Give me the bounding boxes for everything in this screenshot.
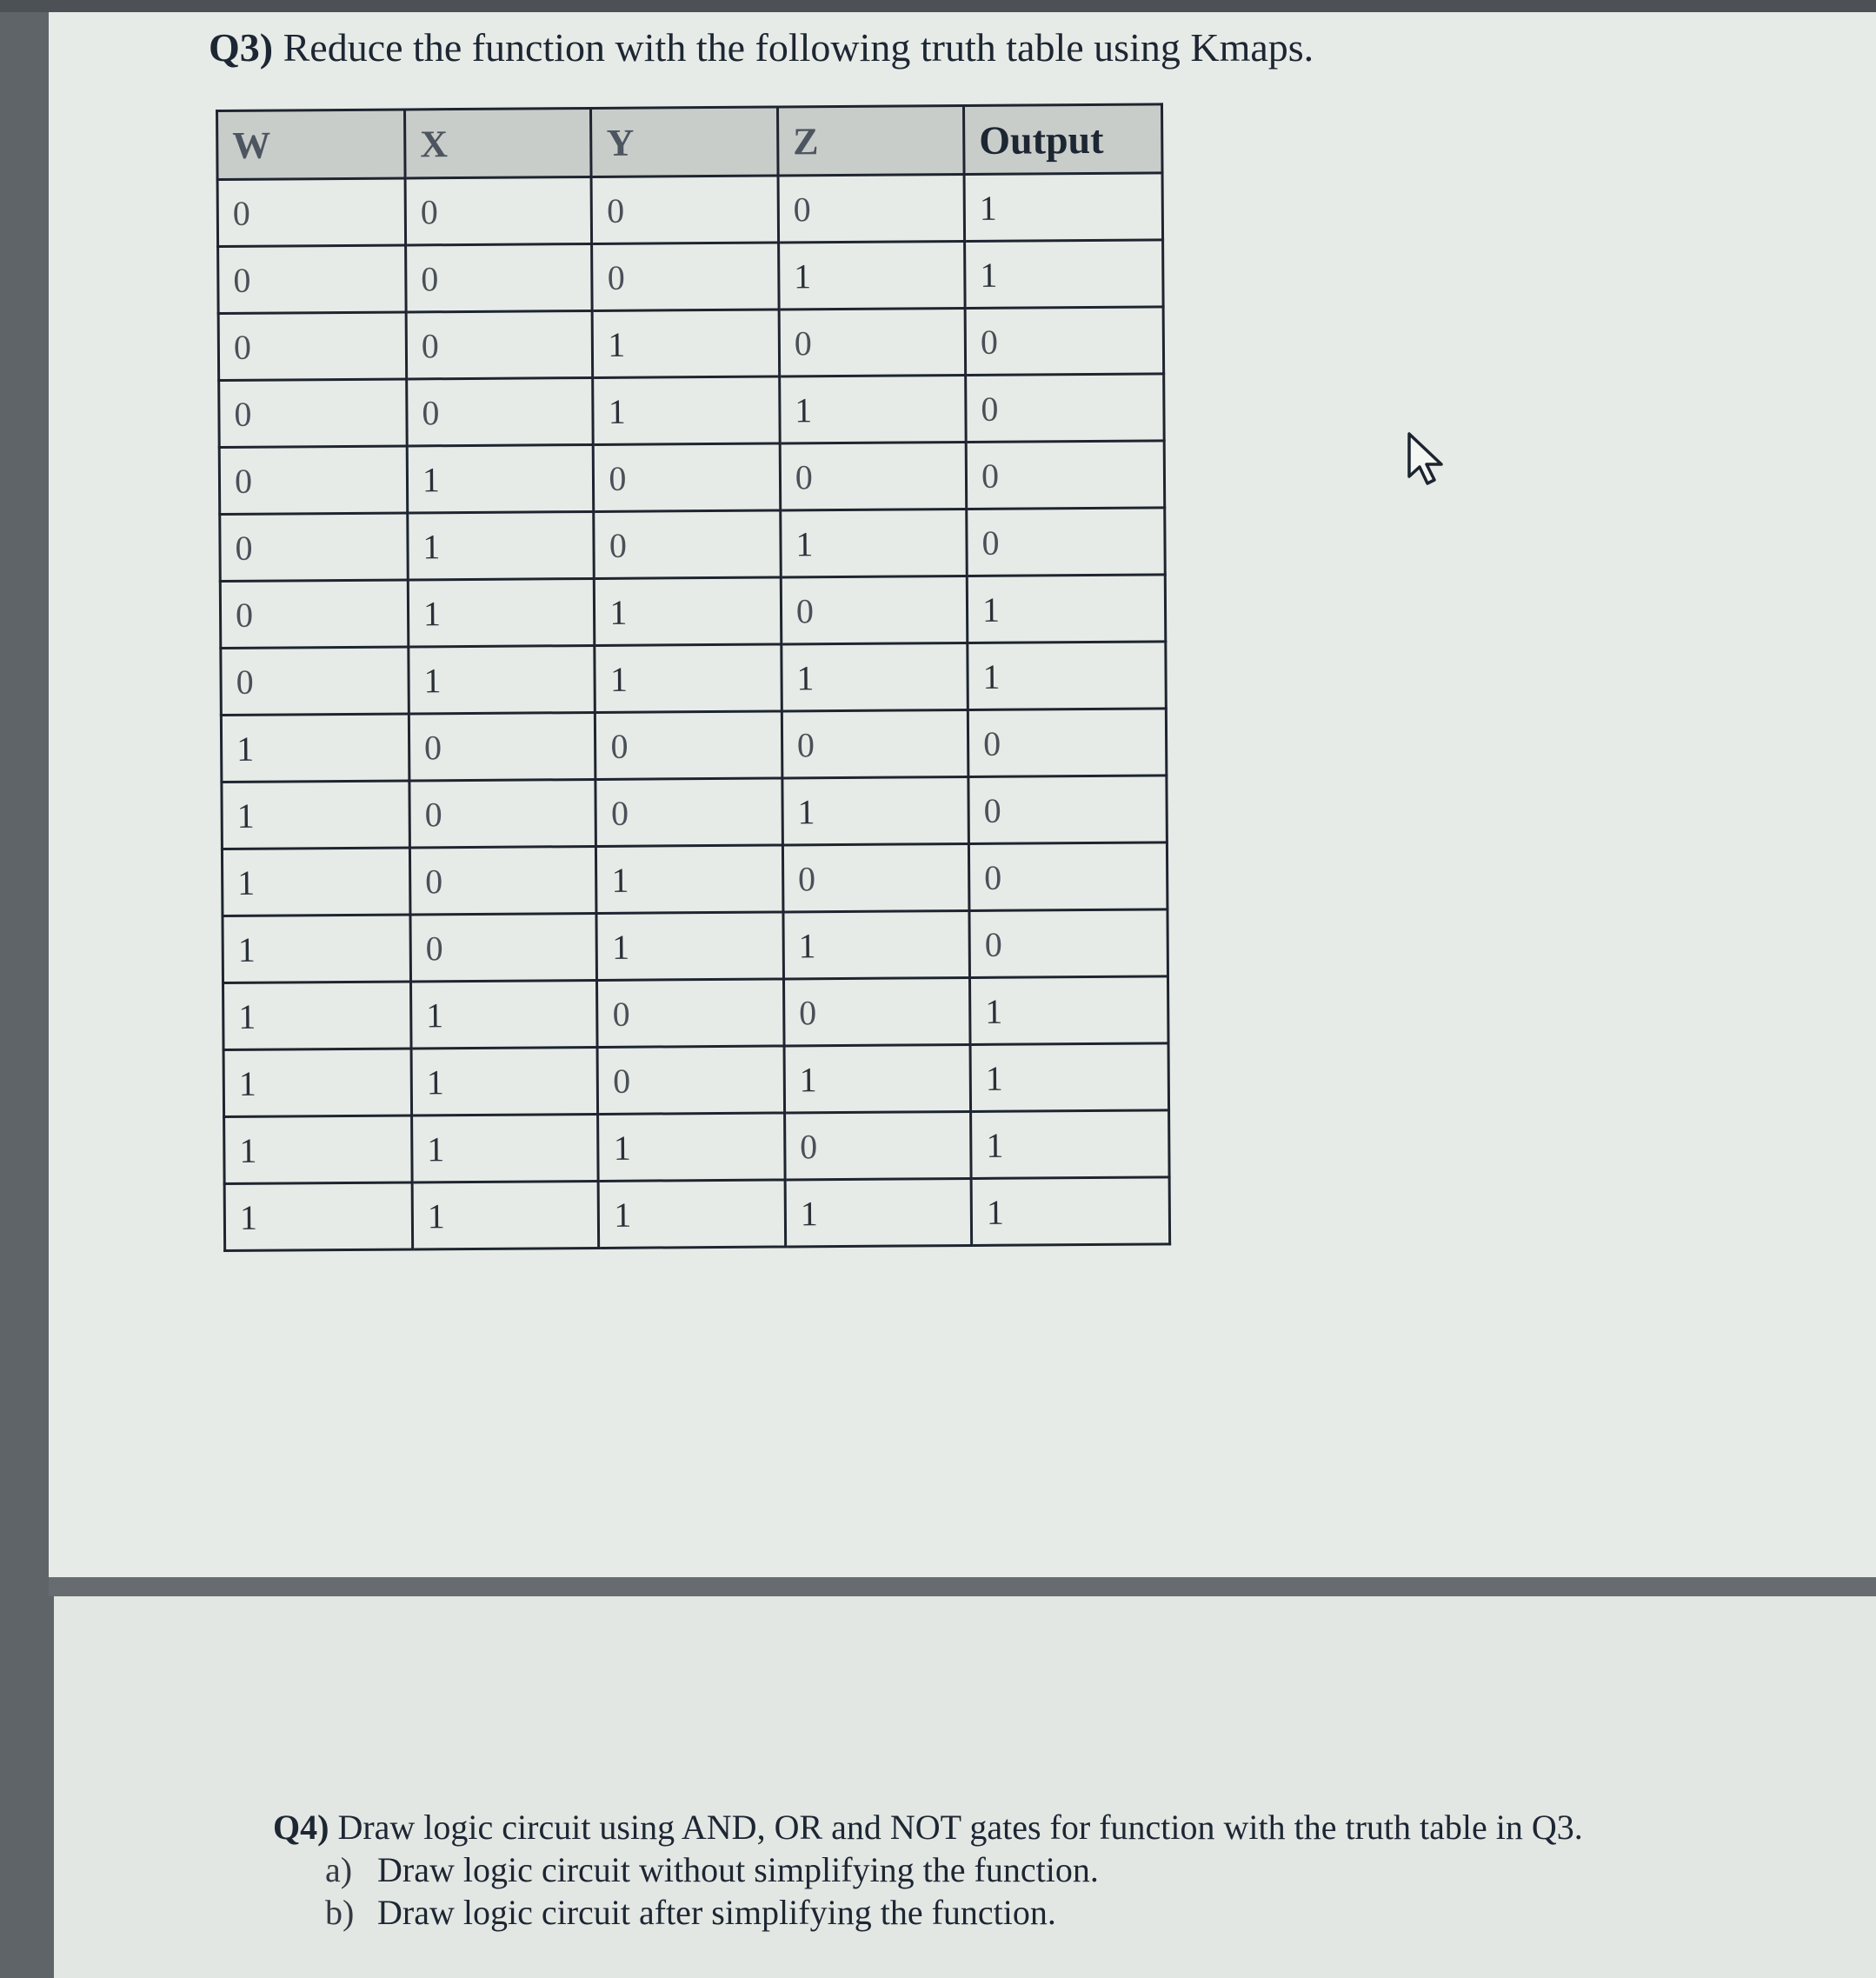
cell-y: 1 <box>596 912 783 980</box>
cell-x: 0 <box>409 779 596 847</box>
cell-x: 0 <box>407 377 594 445</box>
cell-z: 0 <box>781 576 968 643</box>
q4-item-text: Draw logic circuit without simplifying the function. <box>377 1850 1099 1889</box>
cell-y: 1 <box>599 1180 786 1248</box>
header-y: Y <box>591 107 778 176</box>
cell-z: 1 <box>783 910 970 978</box>
cell-w: 1 <box>223 982 411 1050</box>
cell-x: 1 <box>409 645 595 713</box>
cell-z: 0 <box>780 442 967 509</box>
q4-number: Q4) <box>273 1808 329 1847</box>
cell-z: 1 <box>782 776 969 844</box>
cell-z: 1 <box>781 509 968 576</box>
cell-y: 0 <box>594 510 781 578</box>
cell-z: 1 <box>780 375 967 443</box>
cell-y: 1 <box>598 1113 785 1181</box>
cell-output: 0 <box>966 374 1165 443</box>
cell-y: 1 <box>595 577 782 645</box>
cell-output: 1 <box>968 642 1167 710</box>
cell-output: 1 <box>967 575 1166 643</box>
cell-w: 1 <box>222 781 409 849</box>
cell-z: 0 <box>779 308 966 376</box>
cell-x: 0 <box>405 176 592 244</box>
cell-x: 1 <box>412 1181 599 1249</box>
cell-z: 0 <box>783 977 970 1045</box>
cell-w: 0 <box>219 446 407 515</box>
cell-z: 1 <box>784 1044 971 1112</box>
cell-w: 1 <box>223 1049 411 1117</box>
table-row <box>223 909 1168 983</box>
q4-section <box>273 1807 1583 1933</box>
table-row <box>217 173 1163 247</box>
cell-z: 1 <box>785 1178 972 1246</box>
cell-w: 1 <box>223 915 410 983</box>
table-row <box>222 776 1168 849</box>
cell-x: 0 <box>406 310 593 378</box>
table-row <box>224 1110 1170 1184</box>
table-row <box>223 1043 1169 1117</box>
cell-x: 1 <box>407 444 594 512</box>
cell-output: 0 <box>965 307 1164 376</box>
table-row <box>223 976 1169 1050</box>
q4-item-a <box>273 1849 1583 1890</box>
cell-y: 1 <box>595 644 782 712</box>
cell-output: 1 <box>965 240 1164 309</box>
cell-y: 0 <box>591 176 778 243</box>
truth-table-header-row <box>217 104 1163 180</box>
cell-output: 1 <box>970 1043 1169 1112</box>
cell-w: 0 <box>218 245 406 314</box>
cell-w: 1 <box>221 714 409 783</box>
cell-y: 1 <box>593 310 780 377</box>
cell-output: 1 <box>964 173 1163 242</box>
cell-x: 0 <box>409 846 596 914</box>
cell-w: 0 <box>218 312 406 381</box>
q4-text: Draw logic circuit using AND, OR and NOT gates for function with the truth table in Q3. <box>337 1808 1583 1847</box>
q4-item-marker: a) <box>325 1850 353 1889</box>
cell-z: 0 <box>782 843 969 911</box>
cell-w: 1 <box>224 1116 412 1184</box>
cell-z: 0 <box>784 1111 971 1179</box>
cell-w: 0 <box>221 647 409 716</box>
cell-y: 0 <box>597 979 784 1047</box>
cell-w: 0 <box>217 178 405 247</box>
cell-output: 0 <box>966 441 1165 509</box>
q3-number: Q3) <box>209 25 274 70</box>
cell-w: 1 <box>224 1182 412 1251</box>
cell-z: 0 <box>778 174 965 242</box>
cell-output: 0 <box>969 909 1168 978</box>
truth-table <box>216 103 1171 1252</box>
cell-y: 0 <box>597 1046 784 1114</box>
cell-x: 1 <box>412 1114 599 1182</box>
cell-output: 0 <box>967 508 1166 576</box>
cell-output: 0 <box>968 776 1168 844</box>
screen-edge <box>0 0 1876 12</box>
cell-w: 0 <box>219 379 407 448</box>
table-row <box>218 307 1164 381</box>
cell-output: 1 <box>971 1177 1170 1246</box>
q4-heading <box>273 1807 1583 1848</box>
cell-w: 1 <box>222 848 409 916</box>
cell-x: 1 <box>408 511 595 579</box>
table-row <box>220 508 1166 582</box>
cell-w: 0 <box>220 513 408 582</box>
q4-item-b <box>273 1892 1583 1933</box>
cell-z: 1 <box>782 643 968 710</box>
header-w: W <box>217 110 405 180</box>
cell-y: 0 <box>595 778 782 846</box>
table-row <box>224 1177 1170 1251</box>
cell-x: 0 <box>406 243 593 311</box>
table-row <box>220 575 1166 649</box>
cell-y: 1 <box>596 845 783 913</box>
table-row <box>221 709 1167 783</box>
cell-y: 0 <box>594 443 781 511</box>
q4-item-marker: b) <box>325 1893 355 1932</box>
q3-text: Reduce the function with the following truth table using Kmaps. <box>283 25 1314 70</box>
cell-y: 0 <box>595 711 782 779</box>
cell-x: 0 <box>410 913 597 981</box>
cell-output: 0 <box>968 709 1167 777</box>
header-z: Z <box>777 105 964 175</box>
header-x: X <box>404 108 591 177</box>
cell-y: 1 <box>593 376 780 444</box>
table-row <box>219 441 1165 515</box>
cell-output: 1 <box>971 1110 1170 1179</box>
table-row <box>221 642 1167 716</box>
cell-z: 0 <box>782 709 968 777</box>
page-divider <box>49 1577 1876 1596</box>
truth-table-body <box>217 173 1170 1251</box>
cell-x: 1 <box>410 980 597 1048</box>
cell-x: 1 <box>411 1047 598 1115</box>
cell-output: 1 <box>970 976 1169 1045</box>
cell-output: 0 <box>968 842 1168 911</box>
table-row <box>222 842 1168 916</box>
header-output: Output <box>964 104 1163 175</box>
cell-x: 1 <box>408 578 595 646</box>
mouse-pointer-icon <box>1407 431 1445 487</box>
cell-x: 0 <box>409 712 595 780</box>
table-row <box>219 374 1165 448</box>
q3-heading <box>209 24 1314 70</box>
cell-y: 0 <box>592 243 779 310</box>
cell-z: 1 <box>778 241 965 309</box>
q4-item-text: Draw logic circuit after simplifying the function. <box>377 1893 1056 1932</box>
cell-w: 0 <box>220 580 408 649</box>
table-row <box>218 240 1164 314</box>
